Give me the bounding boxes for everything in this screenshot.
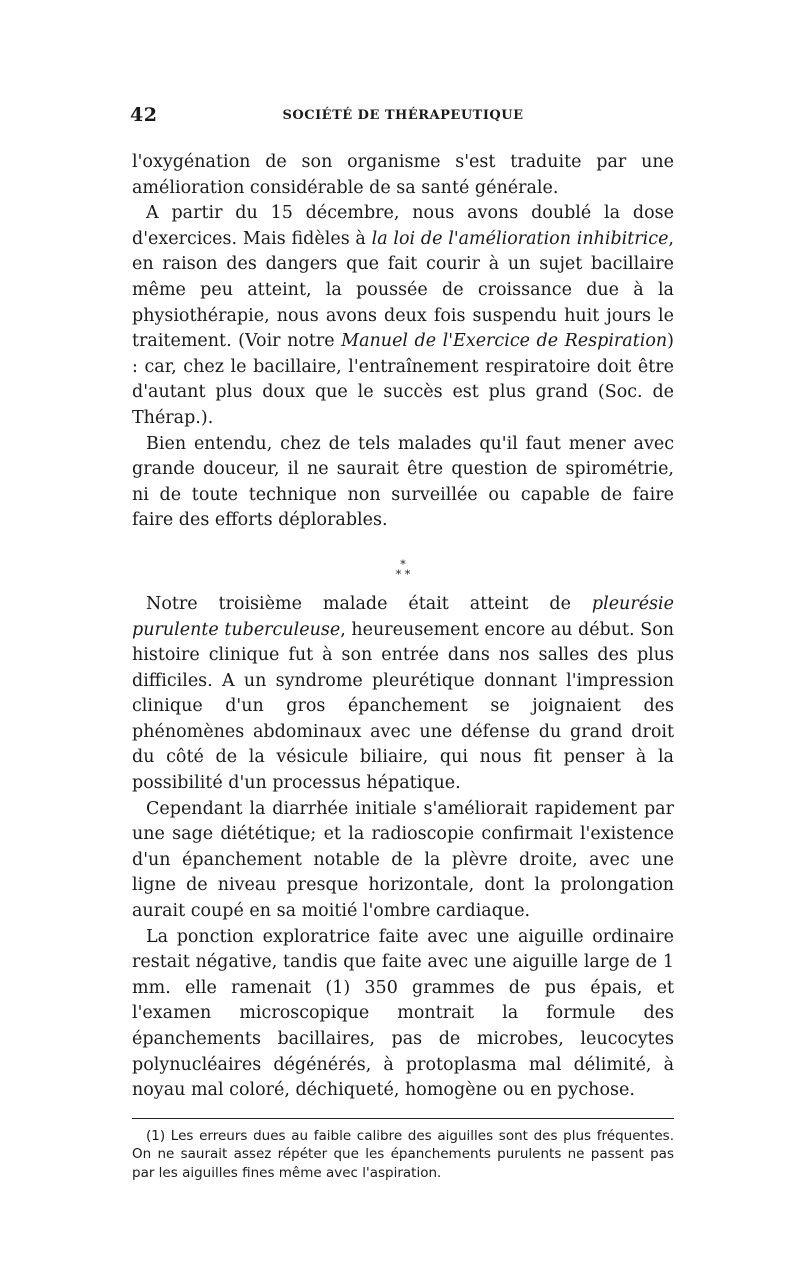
p2-italic-manual: Manuel de l'Exercice de Respiration <box>341 331 668 352</box>
paragraph-6: La ponction exploratrice faite avec une aiguille ordinaire restait négative, tandis que faite avec une aiguille large de 1 mm. elle ramenait (1) 350 grammes de pus épais, et l'examen microscopique montrait la formule des épanchements bacillaires, pas de microbes, leucocytes polynucléaires dégénérés, à protoplasma mal délimité, à noyau mal coloré, déchiqueté, homogène ou en pychose. <box>132 926 674 1101</box>
section-separator <box>132 557 674 581</box>
paragraph-1: l'oxygénation de son organisme s'est traduite par une amélioration considérable de sa santé générale. <box>132 152 674 198</box>
body-text <box>132 150 674 1104</box>
paragraph-2 <box>132 201 674 431</box>
separator-stars-bottom: * * <box>395 567 411 581</box>
running-title: SOCIÉTÉ DE THÉRAPEUTIQUE <box>282 108 524 123</box>
p4-italic-diagnosis: pleurésie purulente tuberculeuse <box>132 593 674 640</box>
p2-text-a: A partir du 15 décembre, nous avons doublé la dose d'exercices. Mais fidèles à <box>132 203 674 249</box>
p2-italic-law: la loi de l'amélioration inhibitrice <box>371 228 669 249</box>
page-number: 42 <box>130 104 158 126</box>
paragraph-5: Cependant la diarrhée initiale s'améliorait rapidement par une sage diététique; et la radioscopie confirmait l'existence d'un épanchement notable de la plèvre droite, avec une ligne de niveau presque horizontale, dont la prolongation aurait coupé en sa moitié l'ombre cardiaque. <box>132 798 674 922</box>
paragraph-4 <box>132 592 674 797</box>
footnote-text: (1) Les erreurs dues au faible calibre des aiguilles sont des plus fréquentes. On ne saurait assez répéter que les épanchements purulents ne passent pas par les aiguilles fines même avec l'aspiration. <box>132 1127 674 1181</box>
page-header <box>132 106 674 136</box>
p4-text-a: Notre troisième malade était atteint de <box>146 593 592 614</box>
p2-text-c: , en raison des dangers que fait courir à un sujet bacillaire même peu atteint, la poussée de croissance due à la physiothérapie, nous avons deux fois suspendu huit jours le traitement. (Voir notre <box>132 228 674 352</box>
paragraph-3: Bien entendu, chez de tels malades qu'il faut mener avec grande douceur, il ne saurait être question de spirométrie, ni de toute technique non surveillée ou capable de faire faire des efforts déplorables. <box>132 433 674 531</box>
footnote-divider <box>132 1118 674 1119</box>
p4-text-c: , heureusement encore au début. Son histoire clinique fut à son entrée dans nos salles des plus difficiles. A un syndrome pleurétique donnant l'impression clinique d'un gros épanchement se joignaient des phénomènes abdominaux avec une défense du grand droit du côté de la vésicule biliaire, qui nous fit penser à la possibilité d'un processus hépatique. <box>132 619 675 794</box>
book-page <box>132 106 674 1182</box>
separator-star-top: * <box>400 557 406 571</box>
p2-text-e: ) : car, chez le bacillaire, l'entraînement respiratoire doit être d'autant plus doux que le succès est plus grand (Soc. de Thérap.). <box>132 331 674 428</box>
footnote <box>132 1127 674 1183</box>
